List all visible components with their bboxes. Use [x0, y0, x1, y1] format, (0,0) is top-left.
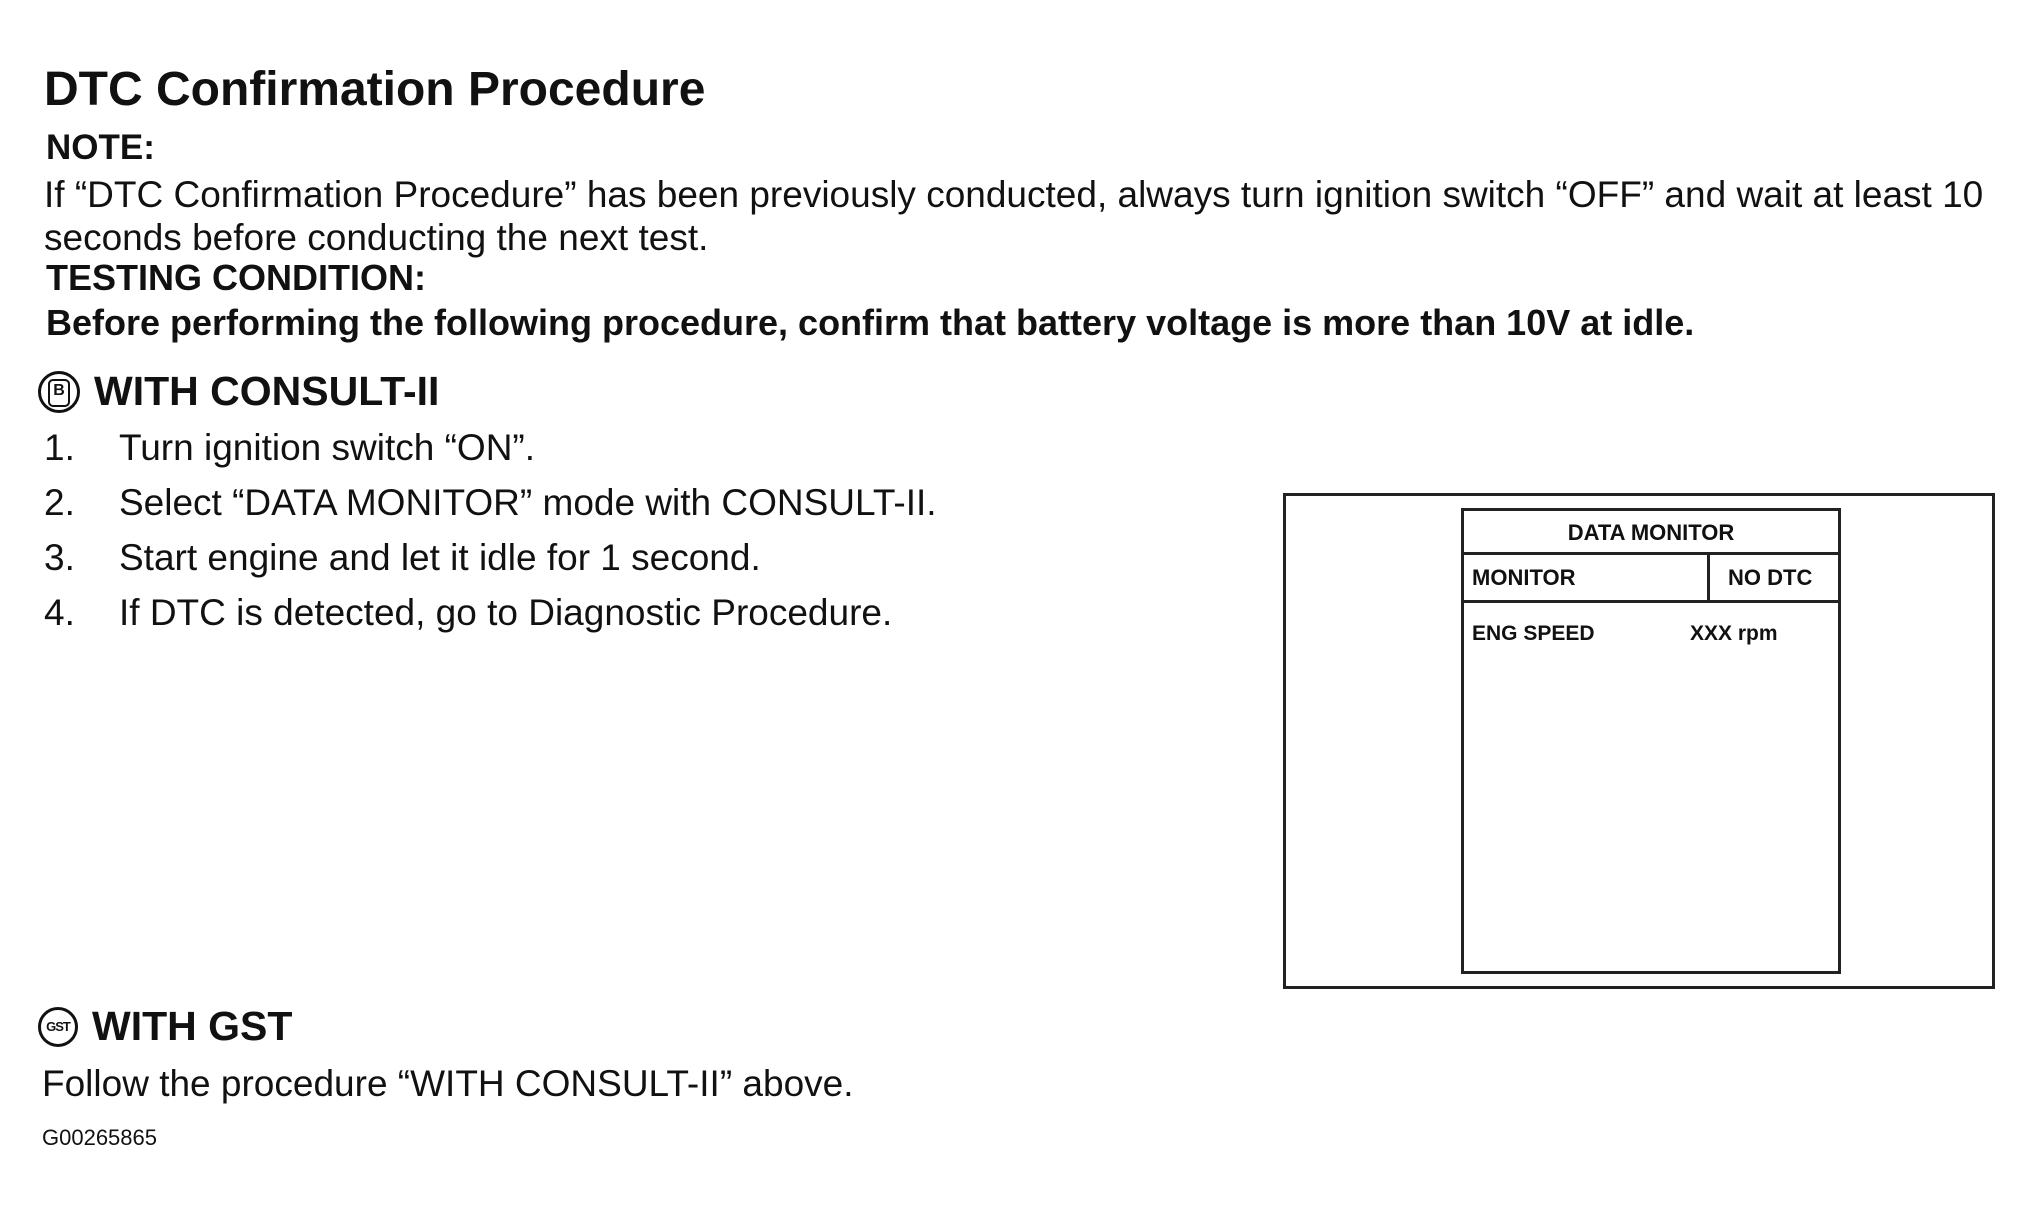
- data-monitor-title: DATA MONITOR: [1464, 511, 1838, 555]
- page-title: DTC Confirmation Procedure: [44, 63, 706, 116]
- step-text: Select “DATA MONITOR” mode with CONSULT-II.: [119, 482, 937, 523]
- eng-speed-value: XXX rpm: [1690, 622, 1778, 645]
- step-number: 2.: [44, 482, 75, 523]
- step-item: [44, 585, 937, 640]
- note-label: NOTE:: [46, 128, 155, 167]
- step-number: 3.: [44, 537, 75, 578]
- with-gst-title: WITH GST: [92, 1003, 293, 1049]
- with-consult-title: WITH CONSULT-II: [94, 368, 440, 414]
- step-item: [44, 420, 937, 475]
- step-number: 4.: [44, 592, 75, 633]
- step-text: Start engine and let it idle for 1 second.: [119, 537, 761, 578]
- note-text: If “DTC Confirmation Procedure” has been previously conducted, always turn ignition switch “OFF” and wait at least 10 seconds before conducting the next test.: [44, 174, 1984, 258]
- monitor-status-row: [1464, 555, 1838, 603]
- step-text: If DTC is detected, go to Diagnostic Procedure.: [119, 592, 893, 633]
- dtc-status-label: NO DTC: [1728, 565, 1813, 590]
- with-gst-heading: [38, 1003, 292, 1050]
- data-monitor-screen: [1461, 508, 1841, 974]
- with-consult-heading: [38, 368, 439, 415]
- figure-id: G00265865: [42, 1125, 157, 1150]
- step-text: Turn ignition switch “ON”.: [119, 427, 536, 468]
- step-number: 1.: [44, 427, 75, 468]
- consult-steps-list: [44, 420, 937, 640]
- monitor-label: MONITOR: [1472, 565, 1576, 590]
- testing-condition-text: Before performing the following procedure, confirm that battery voltage is more than 10V at idle.: [46, 302, 1695, 343]
- step-item: [44, 475, 937, 530]
- testing-condition-label: TESTING CONDITION:: [46, 257, 426, 298]
- step-item: [44, 530, 937, 585]
- eng-speed-label: ENG SPEED: [1472, 622, 1595, 645]
- consult-ii-icon: B: [38, 371, 80, 413]
- gst-icon: GST: [38, 1007, 78, 1047]
- with-gst-text: Follow the procedure “WITH CONSULT-II” above.: [42, 1063, 854, 1104]
- row-divider: [1707, 555, 1710, 600]
